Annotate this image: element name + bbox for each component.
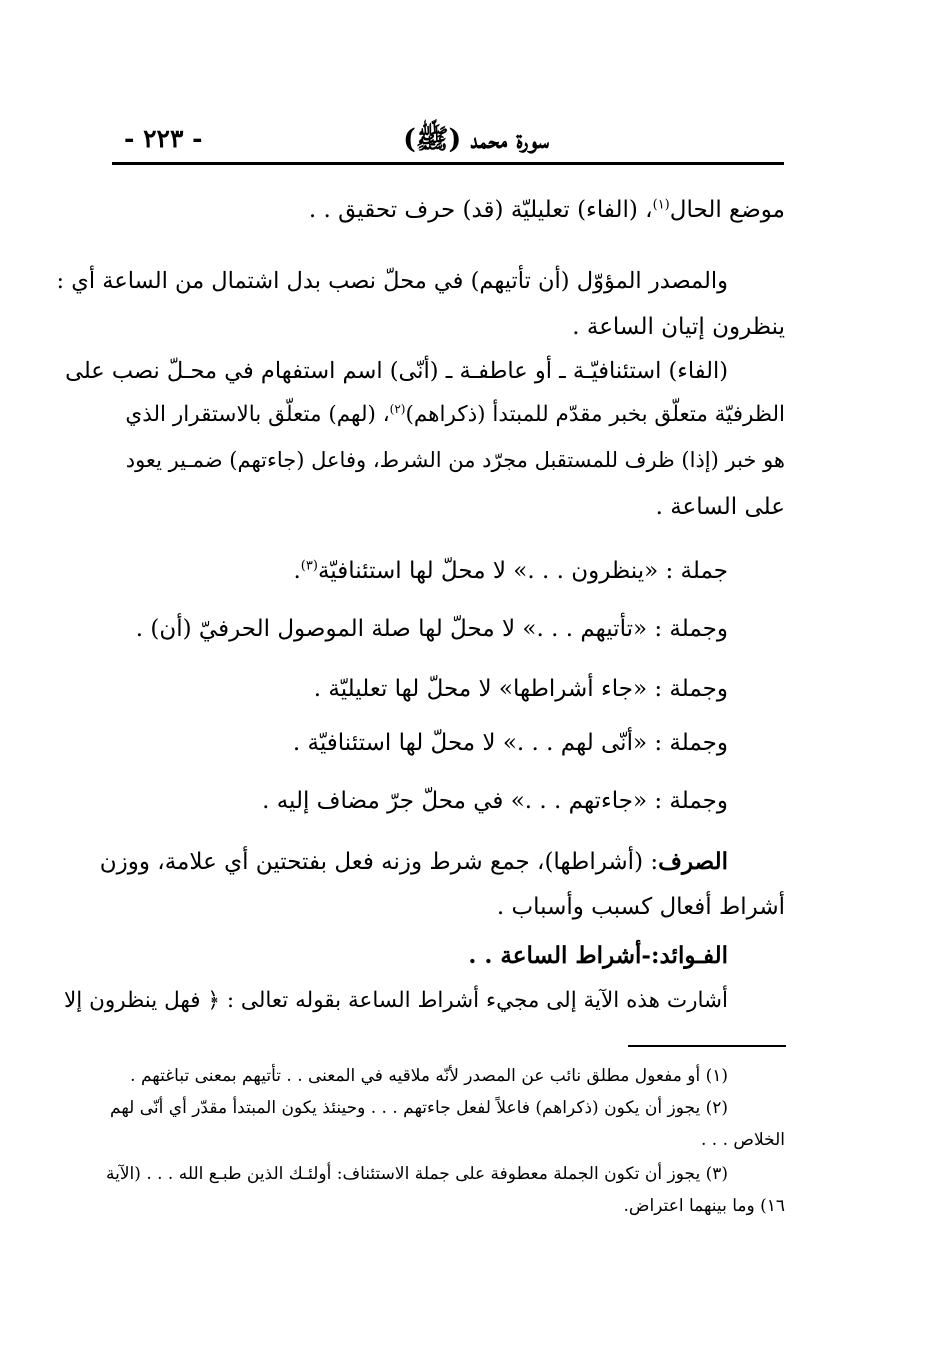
jumla-line-3 (314, 676, 728, 702)
footnote-2-line-1 (110, 1098, 728, 1118)
footnote-3-line-2 (624, 1196, 786, 1216)
surah-title: سورة محمد (ﷺ) (403, 124, 549, 155)
text-line-4 (65, 358, 728, 384)
text-span: (الفاء) استئنافيّـة ـ أو عاطفـة ـ (أنّى) اسم استفهام في محـلّ نصب على (65, 358, 728, 384)
text-span: (٣) يجوز أن تكون الجملة معطوفة على جملة الاستئناف: أولئـك الذين طبـع الله . . . (الآية (106, 1164, 728, 1184)
text-span: وجملة : «أنّى لهم . . .» لا محلّ لها استئنافيّة . (292, 730, 728, 756)
text-span: وجملة : «تأتيهم . . .» لا محلّ لها صلة الموصول الحرفيّ (أن) . (135, 616, 728, 642)
footnote-3-line-1 (106, 1164, 728, 1184)
jumla-line-4 (293, 730, 728, 756)
text-span: وجملة : «جاءتهم . . .» في محلّ جرّ مضاف إليه . (262, 788, 728, 814)
text-span: ينظرون إتيان الساعة . (572, 314, 785, 340)
text-span: أشارت هذه الآية إلى مجيء أشراط الساعة بقوله تعالى : ﴿ فهل ينظرون إلا (64, 988, 728, 1013)
text-span: موضع الحال (669, 197, 785, 223)
text-span: هو خبر (إذا) ظرف للمستقبل مجرّد من الشرط، وفاعل (جاءتهم) ضمـير يعود (125, 448, 785, 472)
text-span: : (أشراطها)، جمع شرط وزنه فعل بفتحتين أي علامة، ووزن (99, 849, 659, 875)
text-span: جملة : «ينظرون . . .» لا محلّ لها استئنافيّة (317, 558, 728, 584)
text-span: والمصدر المؤوّل (أن تأتيهم) في محلّ نصب بدل اشتمال من الساعة أي : (56, 268, 728, 294)
text-span: ١٦) وما بينهما اعتراض. (623, 1196, 785, 1216)
sarf-line-1 (100, 848, 728, 875)
footnote-ref-3[interactable]: (٣) (300, 558, 318, 574)
text-span: . (293, 558, 301, 584)
text-span: (١) أو مفعول مطلق نائب عن المصدر لأنّه ملاقيه في المعنى . . تأتيهم بمعنى تباغتهم . (130, 1066, 728, 1086)
jumla-line-1 (293, 558, 728, 584)
fawaid-title: :-أشراط الساعة . . (468, 942, 660, 969)
fawaid-label: الفـوائد (659, 942, 728, 969)
footnote-divider (628, 1045, 786, 1047)
sarf-line-2 (497, 894, 785, 920)
page-header (112, 118, 784, 162)
footnote-ref-1[interactable]: (١) (652, 197, 670, 213)
text-line-2 (57, 268, 728, 294)
text-span: الظرفيّة متعلّق بخبر مقدّم للمبتدأ (ذكراهم) (405, 402, 785, 428)
fawaid-heading (468, 942, 728, 969)
text-line-3 (572, 314, 785, 340)
text-span: ، (الفاء) تعليليّة (قد) حرف تحقيق . . (308, 197, 653, 223)
fawaid-line-1 (64, 988, 728, 1013)
text-span: (٢) يجوز أن يكون (ذكراهم) فاعلاً لفعل جاءتهم . . . وحينئذ يكون المبتدأ مقدّر أي أنّى لهم (110, 1098, 728, 1118)
text-line-7 (656, 494, 785, 520)
text-line-5 (125, 402, 785, 427)
header-divider (112, 162, 784, 165)
jumla-line-5 (262, 788, 728, 814)
text-span: الخلاص . . . (701, 1130, 785, 1150)
jumla-line-2 (136, 616, 728, 642)
footnote-ref-2[interactable]: (٢) (389, 402, 406, 416)
text-span: أشراط أفعال كسبب وأسباب . (496, 894, 785, 920)
text-span: على الساعة . (655, 494, 785, 520)
page-number: - ٢٢٣ - (124, 124, 203, 153)
text-span: ، (لهم) متعلّق بالاستقرار الذي (125, 402, 390, 428)
text-line-1 (309, 197, 785, 223)
sarf-label: الصرف (658, 848, 728, 875)
footnote-2-line-2 (701, 1130, 785, 1150)
footnote-1 (130, 1066, 728, 1086)
text-span: وجملة : «جاء أشراطها» لا محلّ لها تعليليّة . (313, 676, 728, 702)
text-line-6 (126, 448, 785, 472)
